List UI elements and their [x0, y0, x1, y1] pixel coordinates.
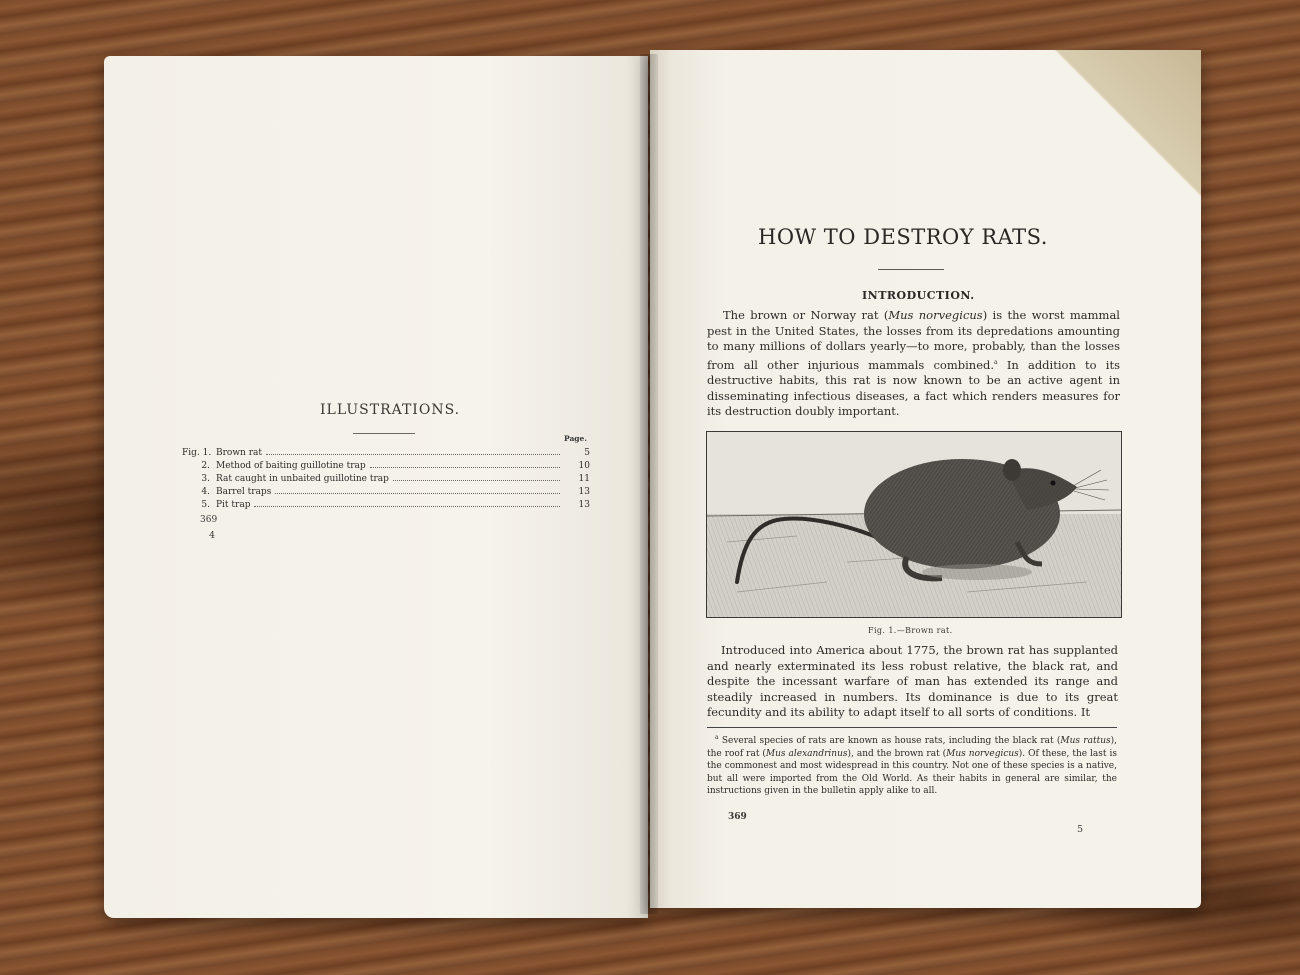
illustrations-title: ILLUSTRATIONS.	[320, 402, 461, 418]
leader-dots	[254, 505, 560, 507]
illustration-entry	[182, 448, 590, 462]
body-paragraph: Introduced into America about 1775, the brown rat has supplanted and nearly exterminated its less robust relative, the black rat, and despite the incessant warfare of man has extended its range and steadily increased in numbers. Its dominance is due to its great fecundity and its ability to adapt itself to all sorts of conditions. It	[707, 643, 1118, 720]
illustration-entry	[182, 474, 590, 488]
figure-number: 5.	[201, 500, 210, 510]
leader-dots	[393, 479, 560, 481]
page-number: 4	[209, 530, 216, 541]
bulletin-number: 369	[200, 515, 218, 525]
figure-number: 2.	[201, 461, 210, 471]
brown-rat-illustration	[706, 431, 1122, 618]
bulletin-title: HOW TO DESTROY RATS.	[758, 225, 1048, 249]
footnote-mark: a	[994, 358, 998, 366]
figure-number: Fig. 1.	[182, 448, 212, 458]
figure-page: 5	[584, 448, 590, 458]
figure-page: 13	[578, 500, 590, 510]
leader-dots	[370, 466, 560, 468]
page-column-header: Page.	[564, 434, 587, 443]
figure-number: 4.	[201, 487, 210, 497]
section-heading: INTRODUCTION.	[862, 289, 975, 302]
bulletin-number: 369	[728, 812, 747, 822]
figure-page: 11	[578, 474, 590, 484]
leader-dots	[266, 453, 560, 455]
folded-corner	[1031, 50, 1201, 200]
figure-label: Method of baiting guillotine trap	[216, 461, 366, 471]
figure-page: 13	[578, 487, 590, 497]
footnote-rule	[707, 727, 1117, 728]
figure-label: Barrel traps	[216, 487, 272, 497]
figure-label: Brown rat	[216, 448, 262, 458]
title-rule	[878, 269, 944, 270]
figure-label: Pit trap	[216, 500, 251, 510]
footnote: $^a$ Several species of rats are known as house rats, including the black rat (Mus rattus), the roof rat (Mus alexandrinus), and the brown rat (Mus norvegicus). Of these, the last is the commonest and most widespread in this country. Not one of these species is a native, but all were imported from the Old World. As their habits in general are similar, the instructions given in the bulletin apply alike to all.	[707, 734, 1117, 797]
illustration-entry	[182, 500, 590, 514]
illustration-entry	[182, 461, 590, 475]
figure-label: Rat caught in unbaited guillotine trap	[216, 474, 389, 484]
page-number: 5	[1077, 824, 1084, 835]
illustration-entry	[182, 487, 590, 501]
intro-paragraph: The brown or Norway rat (Mus norvegicus) is the worst mammal pest in the United States, the losses from its depredations amounting to many millions of dollars yearly—to more, probably, than the losses from all other injurious mammals combined.$^a$ In addition to its destructive habits, this rat is now known to be an active agent in disseminating infectious diseases, a fact which renders measures for its destruction doubly important.	[707, 308, 1120, 419]
figure-caption: Fig. 1.—Brown rat.	[868, 626, 953, 635]
book-gutter	[640, 54, 658, 914]
figure-number: 3.	[201, 474, 210, 484]
footnote-mark: a	[715, 734, 719, 741]
title-rule	[353, 433, 415, 434]
leader-dots	[275, 492, 560, 494]
species-name: Mus norvegicus	[888, 308, 983, 322]
figure-page: 10	[578, 461, 590, 471]
